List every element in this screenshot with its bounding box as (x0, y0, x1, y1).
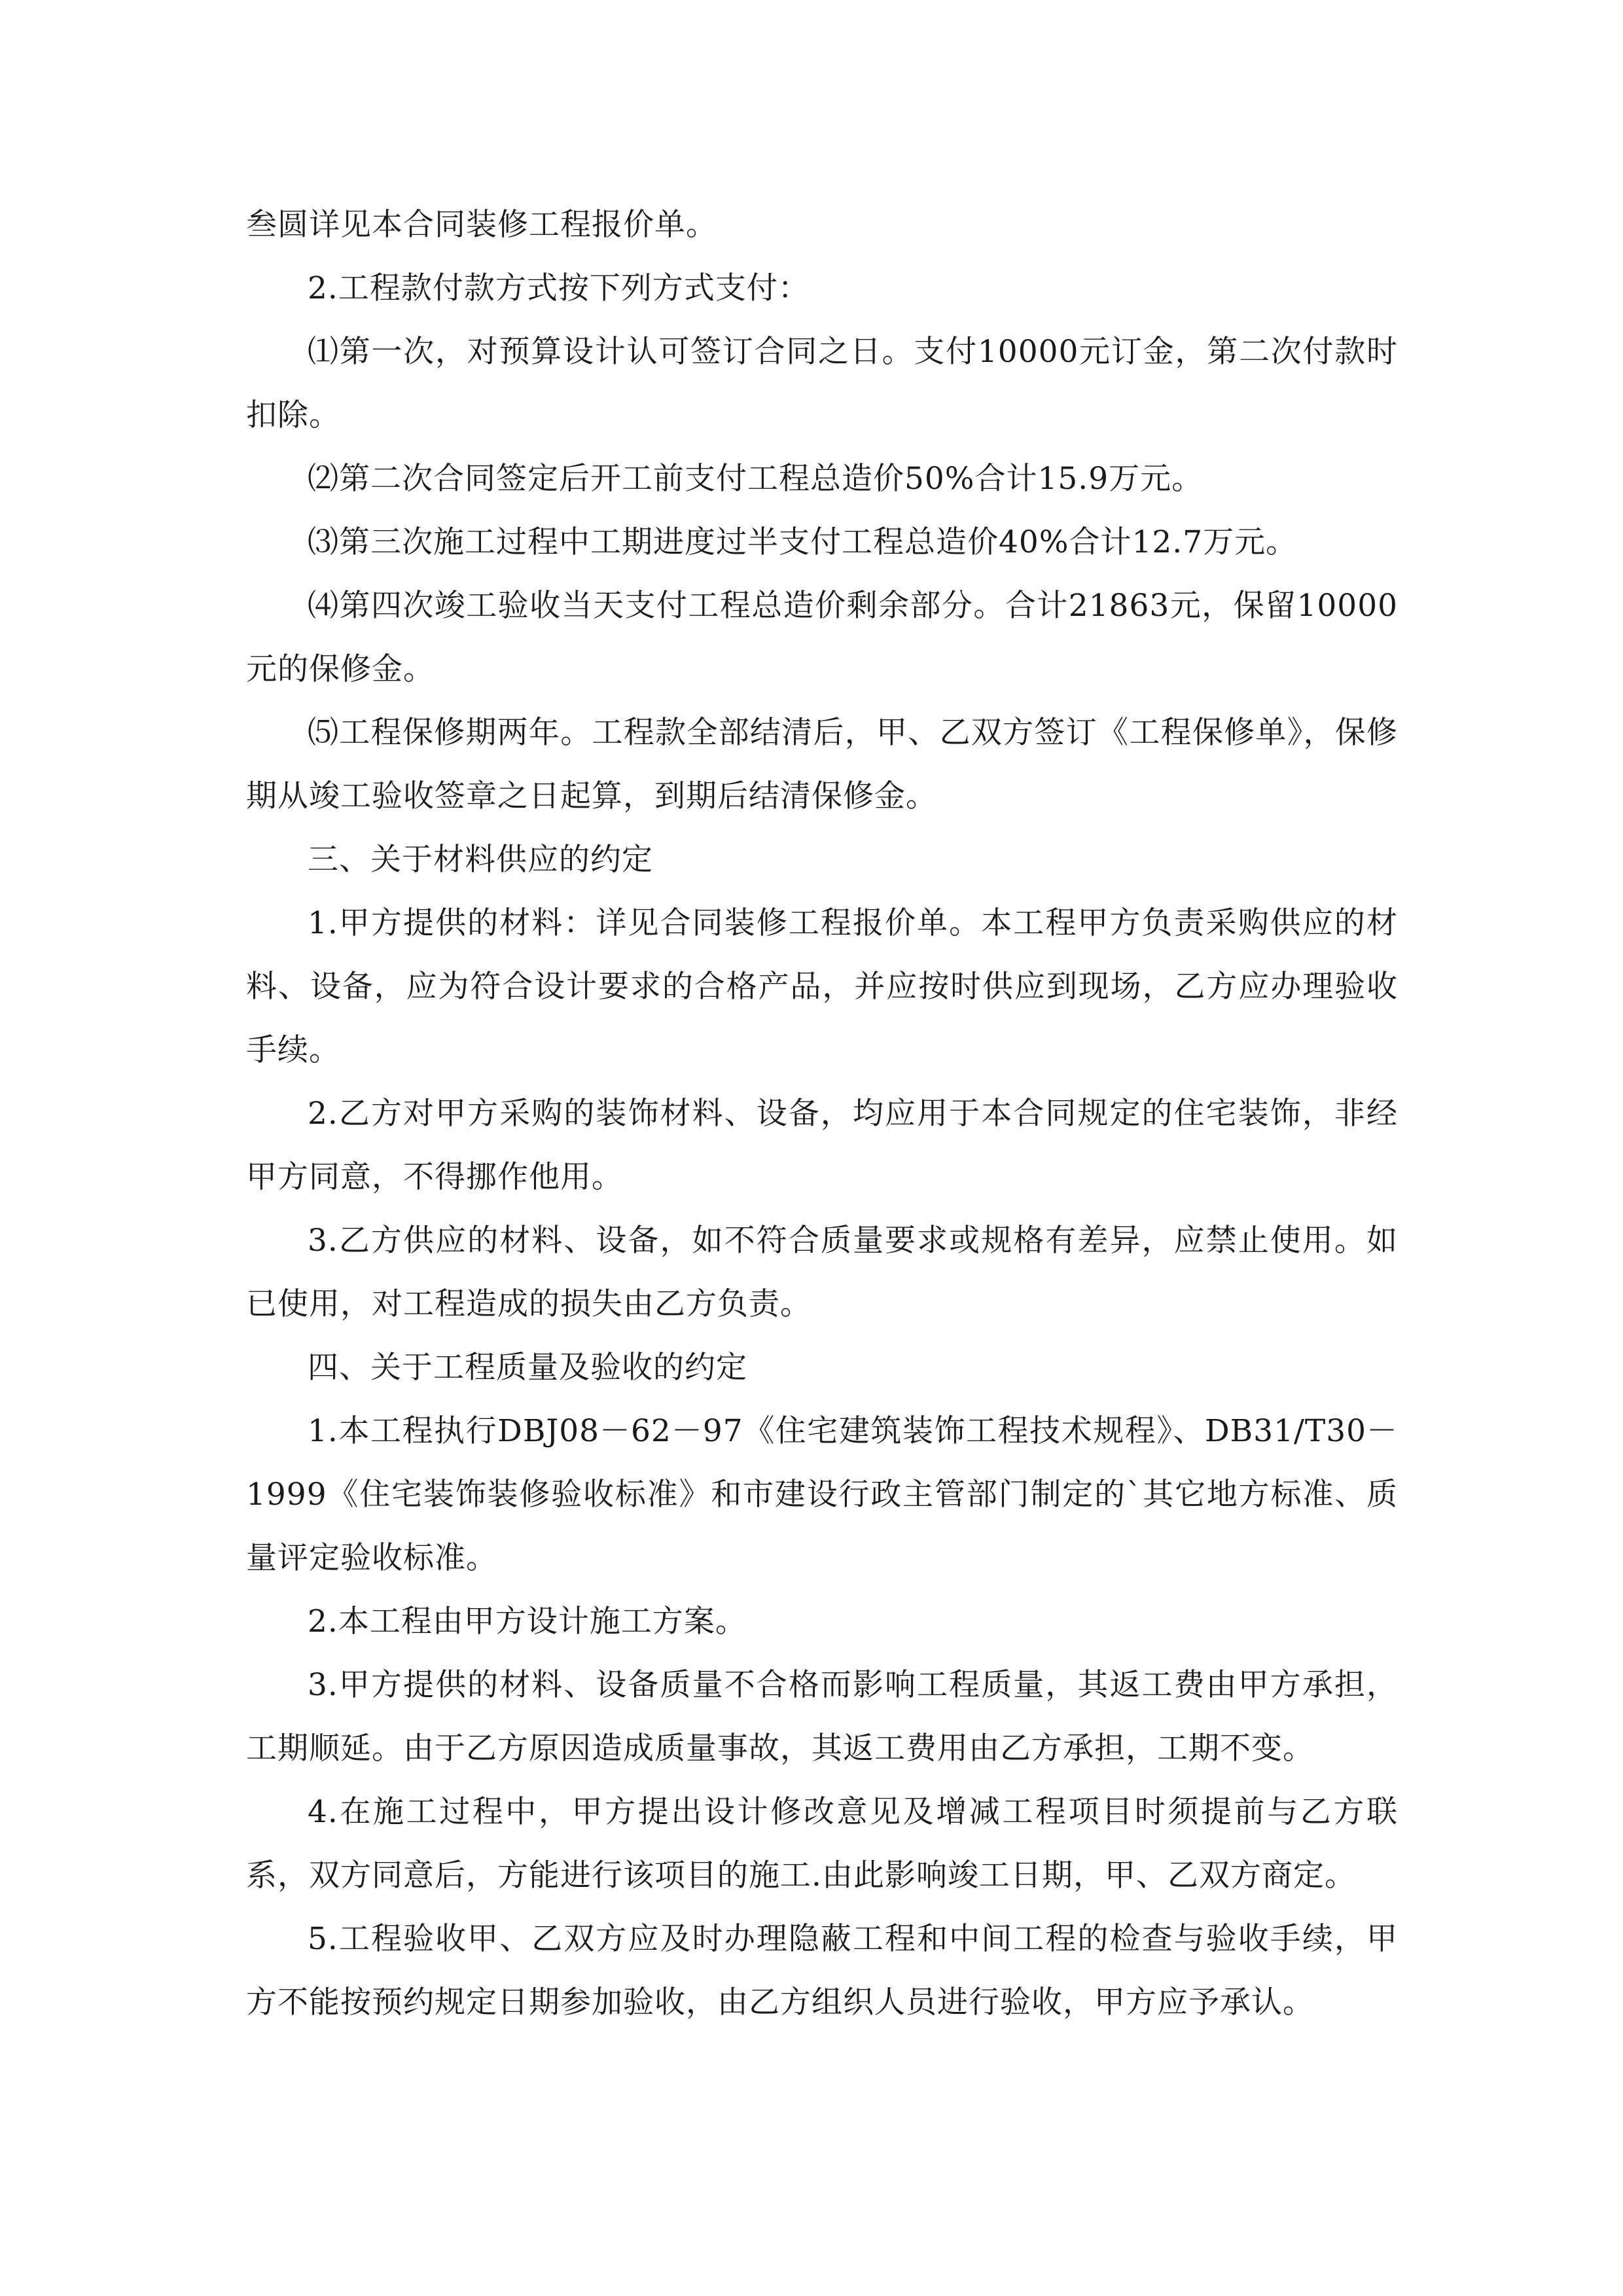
paragraph-16: 4.在施工过程中，甲方提出设计修改意见及增减工程项目时须提前与乙方联系，双方同意后，方能进行该项目的施工.由此影响竣工日期，甲、乙双方商定。 (246, 1794, 1398, 1893)
paragraph-5: ⑶第三次施工过程中工期进度过半支付工程总造价40%合计12.7万元。 (308, 524, 1298, 560)
paragraph-11: 3.乙方供应的材料、设备，如不符合质量要求或规格有差异，应禁止使用。如已使用，对工程造成的损失由乙方负责。 (246, 1223, 1398, 1322)
paragraph-10: 2.乙方对甲方采购的装饰材料、设备，均应用于本合同规定的住宅装饰，非经甲方同意，不得挪作他用。 (246, 1096, 1398, 1195)
paragraph-9: 1.甲方提供的材料：详见合同装修工程报价单。本工程甲方负责采购供应的材料、设备，应为符合设计要求的合格产品，并应按时供应到现场，乙方应办理验收手续。 (246, 905, 1398, 1068)
section-heading-materials: 三、关于材料供应的约定 (308, 842, 653, 878)
paragraph-15: 3.甲方提供的材料、设备质量不合格而影响工程质量，其返工费由甲方承担，工期顺延。由于乙方原因造成质量事故，其返工费用由乙方承担，工期不变。 (246, 1667, 1398, 1767)
paragraph-2: 2.工程款付款方式按下列方式支付： (308, 270, 810, 306)
paragraph-14: 2.本工程由甲方设计施工方案。 (308, 1604, 747, 1640)
section-heading-quality: 四、关于工程质量及验收的约定 (308, 1350, 747, 1386)
document-body (246, 193, 1398, 2034)
paragraph-4: ⑵第二次合同签定后开工前支付工程总造价50%合计15.9万元。 (308, 461, 1204, 497)
paragraph-13: 1.本工程执行DBJ08－62－97《住宅建筑装饰工程技术规程》、DB31/T30－1999《住宅装饰装修验收标准》和市建设行政主管部门制定的`其它地方标准、质量评定验收标准。 (246, 1413, 1398, 1576)
paragraph-6: ⑷第四次竣工验收当天支付工程总造价剩余部分。合计21863元，保留10000元的保修金。 (246, 588, 1398, 687)
paragraph-1: 叁圆详见本合同装修工程报价单。 (246, 207, 717, 243)
paragraph-7: ⑸工程保修期两年。工程款全部结清后，甲、乙双方签订《工程保修单》，保修期从竣工验收签章之日起算，到期后结清保修金。 (246, 715, 1398, 814)
paragraph-17: 5.工程验收甲、乙双方应及时办理隐蔽工程和中间工程的检查与验收手续，甲方不能按预约规定日期参加验收，由乙方组织人员进行验收，甲方应予承认。 (246, 1921, 1398, 2020)
paragraph-3: ⑴第一次，对预算设计认可签订合同之日。支付10000元订金，第二次付款时扣除。 (246, 334, 1398, 433)
